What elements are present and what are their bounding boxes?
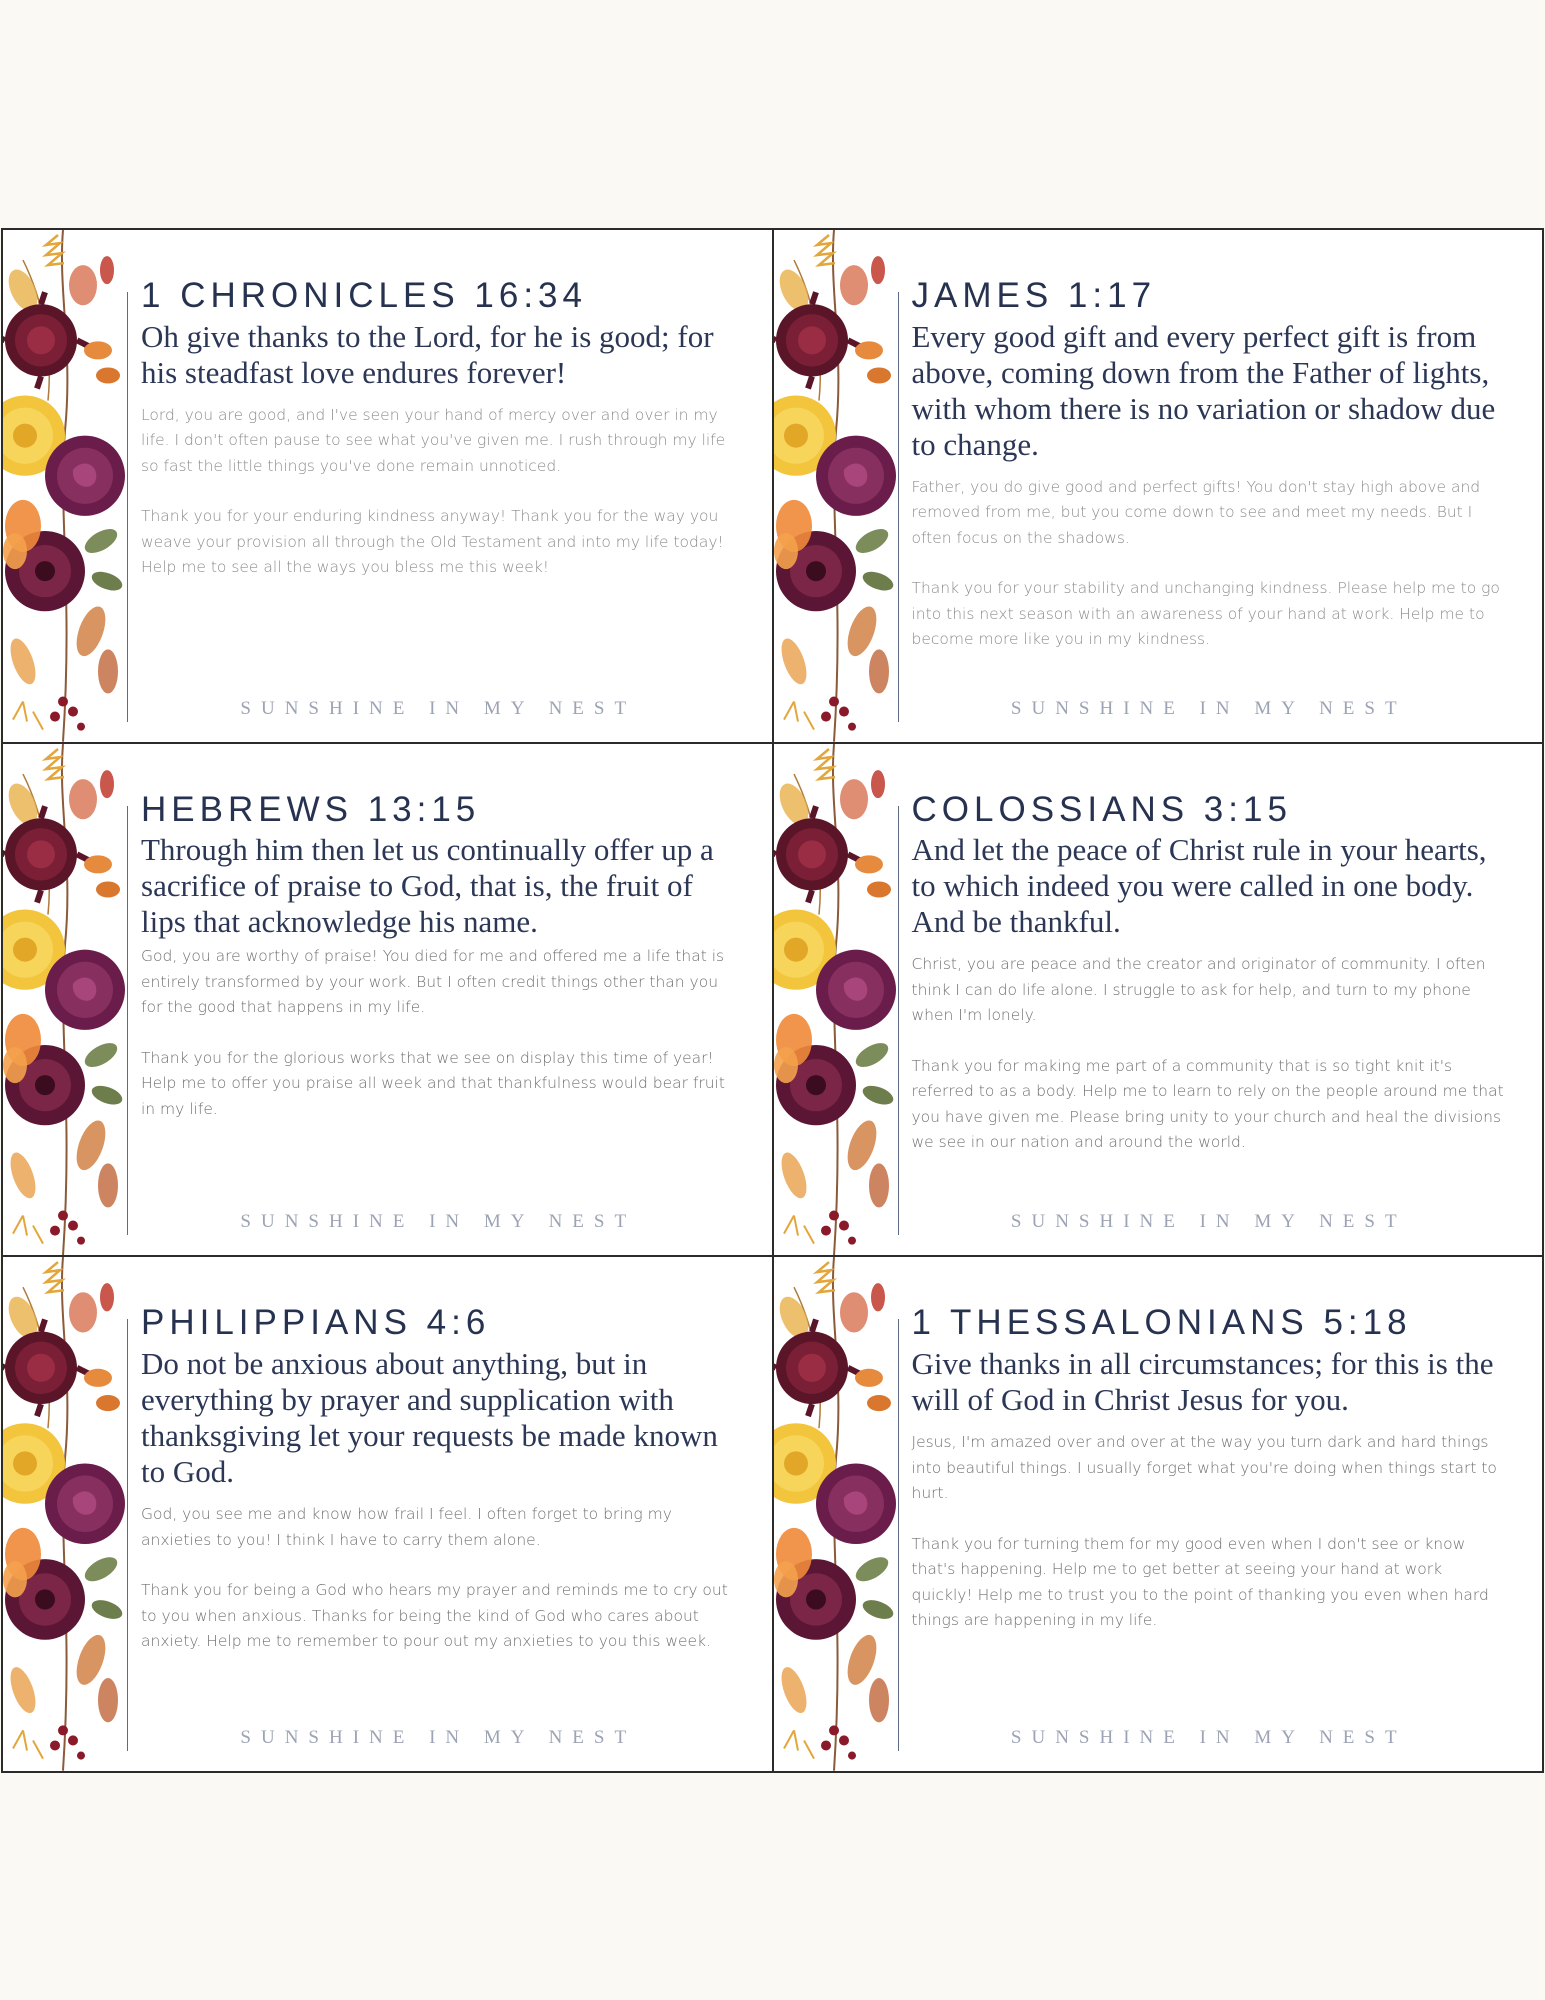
floral-border-icon	[774, 744, 899, 1256]
verse-text: Give thanks in all circumstances; for this is the will of God in Christ Jesus for you.	[911, 1346, 1494, 1418]
prayer-paragraph: Thank you for your enduring kindness anyway! Thank you for the way you weave your provision all through the Old Testament and into my life today! Help me to see all the ways you bless me this week!	[141, 507, 724, 577]
brand-footer: SUNSHINE IN MY NEST	[1010, 1211, 1407, 1233]
prayer-paragraph: Thank you for your stability and unchanging kindness. Please help me to go into this next season with an awareness of your hand at work. Help me to become more like you in my kindness.	[911, 579, 1500, 649]
brand-footer: SUNSHINE IN MY NEST	[240, 697, 637, 719]
verse-text: Through him then let us continually offer up a sacrifice of praise to God, that is, the fruit of lips that acknowledge his name.	[141, 832, 714, 940]
scripture-reference: COLOSSIANS 3:15	[911, 789, 1292, 829]
floral-border-icon	[3, 744, 128, 1256]
prayer-paragraph: God, you are worthy of praise! You died for me and offered me a life that is entirely transformed by your work. But I often credit things other than you for the good that happens in my life.	[141, 947, 725, 1017]
floral-border-icon	[3, 1257, 128, 1771]
divider-rule	[898, 292, 899, 722]
divider-rule	[898, 1319, 899, 1751]
divider-rule	[898, 806, 899, 1236]
verse-card	[773, 744, 1545, 1258]
verse-card	[1, 230, 773, 744]
brand-footer: SUNSHINE IN MY NEST	[1010, 697, 1407, 719]
brand-footer: SUNSHINE IN MY NEST	[1010, 1727, 1407, 1748]
floral-border-icon	[774, 230, 899, 742]
verse-card	[1, 744, 773, 1258]
verse-text: Oh give thanks to the Lord, for he is good; for his steadfast love endures forever!	[141, 318, 714, 390]
card-sheet	[1, 228, 1544, 1773]
verse-card	[773, 1257, 1545, 1771]
scripture-reference: 1 CHRONICLES 16:34	[141, 276, 587, 315]
prayer-paragraph: Thank you for being a God who hears my prayer and reminds me to cry out to you when anxious. Thanks for being the kind of God who cares about anxiety. Help me to remember to pour out my anxieties to you this week.	[141, 1581, 728, 1651]
prayer-paragraph: Thank you for turning them for my good even when I don't see or know that's happening. Help me to get better at seeing your hand at work quickly! Help me to trust you to the point of thanking you even when hard things are happening in my life.	[911, 1534, 1489, 1630]
verse-card	[1, 1257, 773, 1771]
divider-rule	[127, 1319, 128, 1751]
divider-rule	[127, 292, 128, 722]
brand-footer: SUNSHINE IN MY NEST	[240, 1727, 637, 1748]
scripture-reference: HEBREWS 13:15	[141, 789, 481, 829]
verse-text: And let the peace of Christ rule in your hearts, to which indeed you were called in one body. And be thankful.	[911, 832, 1487, 940]
prayer-paragraph: God, you see me and know how frail I feel. I often forget to bring my anxieties to you! I think I have to carry them alone.	[141, 1505, 672, 1549]
brand-footer: SUNSHINE IN MY NEST	[240, 1211, 637, 1233]
floral-border-icon	[3, 230, 128, 742]
verse-text: Do not be anxious about anything, but in everything by prayer and supplication with thanksgiving let your requests be made known to God.	[141, 1346, 718, 1490]
prayer-paragraph: Christ, you are peace and the creator and originator of community. I often think I can do life alone. I struggle to ask for help, and turn to my phone when I'm lonely.	[911, 955, 1486, 1025]
prayer-paragraph: Thank you for the glorious works that we see on display this time of year! Help me to offer you praise all week and that thankfulness would bear fruit in my life.	[141, 1048, 725, 1118]
scripture-reference: JAMES 1:17	[911, 276, 1157, 315]
prayer-paragraph: Father, you do give good and perfect gifts! You don't stay high above and removed from me, but you come down to see and meet my needs. But I often focus on the shadows.	[911, 477, 1481, 547]
verse-card	[773, 230, 1545, 744]
floral-border-icon	[774, 1257, 899, 1771]
divider-rule	[127, 806, 128, 1236]
prayer-paragraph: Thank you for making me part of a community that is so tight knit it's referred to as a body. Help me to learn to rely on the people around me that you have given me. Please bring unity to your church and heal the divisions we see in our nation and around the world.	[911, 1056, 1504, 1152]
prayer-paragraph: Jesus, I'm amazed over and over at the way you turn dark and hard things into beautiful things. I usually forget what you're doing when things start to hurt.	[911, 1433, 1497, 1503]
scripture-reference: PHILIPPIANS 4:6	[141, 1303, 491, 1343]
prayer-paragraph: Lord, you are good, and I've seen your hand of mercy over and over in my life. I don't often pause to see what you've given me. I rush through my life so fast the little things you've done remain unnoticed.	[141, 405, 726, 475]
scripture-reference: 1 THESSALONIANS 5:18	[911, 1303, 1412, 1343]
verse-text: Every good gift and every perfect gift is from above, coming down from the Father of lights, with whom there is no variation or shadow due to change.	[911, 318, 1496, 462]
